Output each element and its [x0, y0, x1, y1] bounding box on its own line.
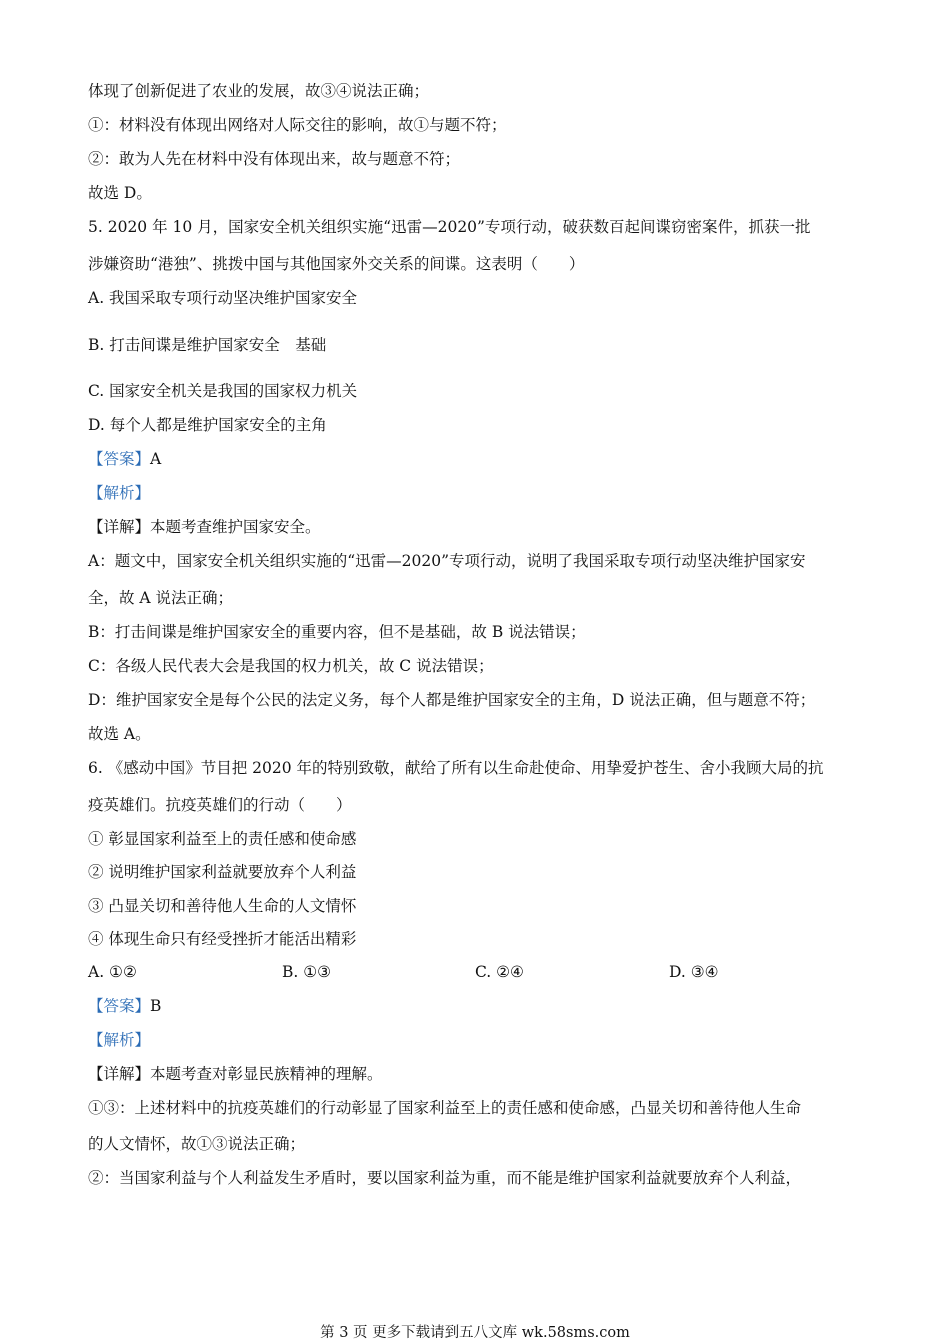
- q5-explanation-d: D：维护国家安全是每个公民的法定义务，每个人都是维护国家安全的主角，D 说法正确，但与题意不符；: [88, 691, 816, 709]
- q6-analysis-tag: 【解析】: [88, 1031, 151, 1049]
- q6-option-b: B. ①③: [282, 963, 332, 981]
- q5-stem: 涉嫌资助“港独”、挑拨中国与其他国家外交关系的间谍。这表明（ ）: [88, 255, 585, 273]
- q6-statement-3: ③ 凸显关切和善待他人生命的人文情怀: [88, 897, 357, 915]
- q6-statement-1: ① 彰显国家利益至上的责任感和使命感: [88, 830, 357, 848]
- answer-value: A: [150, 450, 162, 468]
- q5-explanation-a: 全，故 A 说法正确；: [88, 589, 234, 607]
- answer-value: B: [150, 997, 162, 1015]
- q6-stem: 疫英雄们。抗疫英雄们的行动（ ）: [88, 796, 352, 814]
- q5-option-b: B. 打击间谍是维护国家安全 基础: [88, 336, 327, 354]
- q6-option-c: C. ②④: [475, 963, 524, 981]
- q5-explanation-a: A：题文中，国家安全机关组织实施的“迅雷—2020”专项行动，说明了我国采取专项行动坚决维护国家安: [88, 552, 806, 570]
- prev-text-line: ①：材料没有体现出网络对人际交往的影响，故①与题不符；: [88, 116, 507, 134]
- q5-explanation-b: B：打击间谍是维护国家安全的重要内容，但不是基础，故 B 说法错误；: [88, 623, 586, 641]
- answer-tag: 【答案】: [88, 450, 151, 468]
- q5-option-c: C. 国家安全机关是我国的国家权力机关: [88, 382, 358, 400]
- q5-answer: [88, 449, 161, 469]
- q5-option-a: A. 我国采取专项行动坚决维护国家安全: [88, 289, 358, 307]
- q6-explanation: ②：当国家利益与个人利益发生矛盾时，要以国家利益为重，而不能是维护国家利益就要放弃个人利益，: [88, 1169, 802, 1187]
- q6-statement-4: ④ 体现生命只有经受挫折才能活出精彩: [88, 930, 357, 948]
- q5-explanation-c: C：各级人民代表大会是我国的权力机关，故 C 说法错误；: [88, 657, 494, 675]
- q6-explanation: ①③：上述材料中的抗疫英雄们的行动彰显了国家利益至上的责任感和使命感，凸显关切和善待他人生命: [88, 1099, 802, 1117]
- prev-text-line: ②：敢为人先在材料中没有体现出来，故与题意不符；: [88, 150, 461, 168]
- answer-tag: 【答案】: [88, 997, 151, 1015]
- q5-stem: 5. 2020 年 10 月，国家安全机关组织实施“迅雷—2020”专项行动，破获数百起间谍窃密案件，抓获一批: [88, 218, 811, 236]
- q5-detail: 【详解】本题考查维护国家安全。: [88, 518, 321, 536]
- q6-option-d: D. ③④: [669, 963, 719, 981]
- q5-conclusion: 故选 A。: [88, 725, 151, 743]
- prev-conclusion: 故选 D。: [88, 184, 152, 202]
- q6-options: [88, 962, 868, 982]
- q6-option-a: A. ①②: [88, 963, 137, 981]
- prev-text-line: 体现了创新促进了农业的发展，故③④说法正确；: [88, 82, 430, 100]
- q6-stem: 6. 《感动中国》节目把 2020 年的特别致敬，献给了所有以生命赴使命、用挚爱护苍生、舍小我顾大局的抗: [88, 759, 824, 777]
- q6-statement-2: ② 说明维护国家利益就要放弃个人利益: [88, 863, 357, 881]
- q6-answer: [88, 996, 161, 1016]
- page-footer: 第 3 页 更多下载请到五八文库 wk.58sms.com: [320, 1325, 630, 1341]
- q5-option-d: D. 每个人都是维护国家安全的主角: [88, 416, 327, 434]
- q6-detail: 【详解】本题考查对彰显民族精神的理解。: [88, 1065, 383, 1083]
- q6-explanation: 的人文情怀，故①③说法正确；: [88, 1135, 306, 1153]
- q5-analysis-tag: 【解析】: [88, 484, 151, 502]
